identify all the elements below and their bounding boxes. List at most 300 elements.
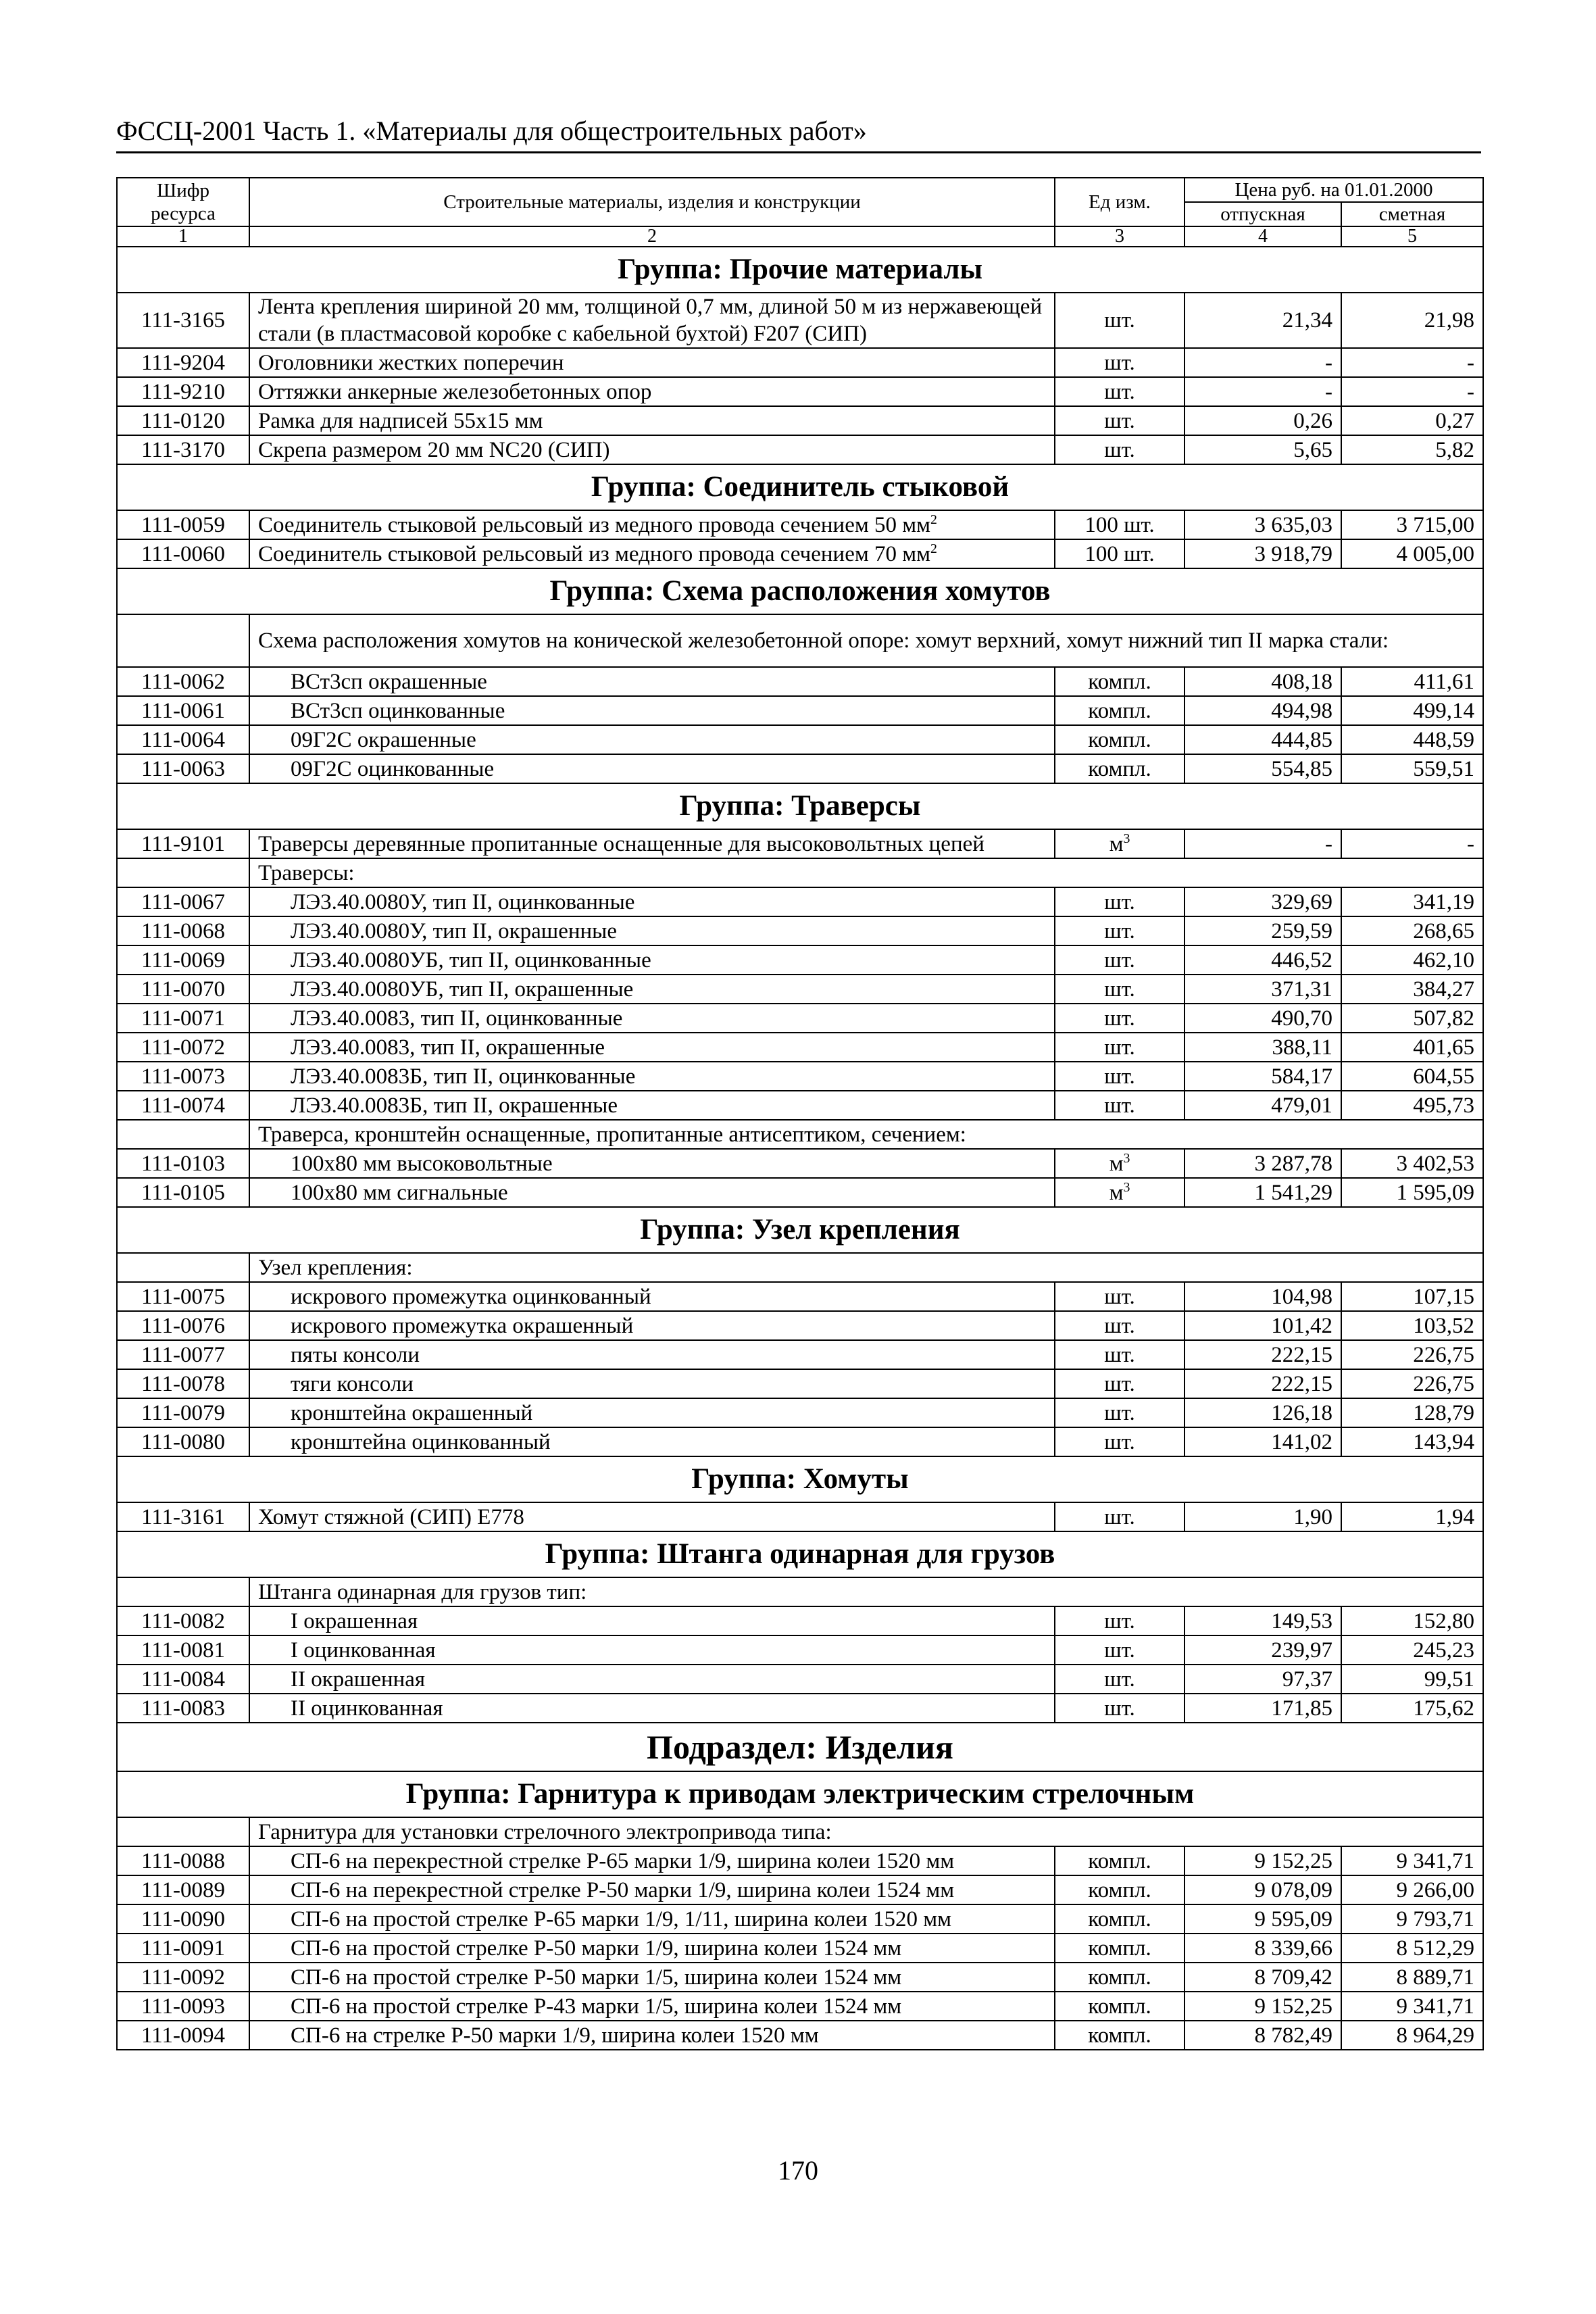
material-name-text: искрового промежутка окрашенный (291, 1313, 634, 1338)
material-name (249, 1398, 1055, 1427)
unit-of-measure (1055, 1091, 1184, 1120)
table-row (117, 406, 1483, 435)
material-name-text: СП-6 на простой стрелке Р-43 марки 1/5, ширина колеи 1524 мм (291, 1994, 902, 2019)
material-name-text: ЛЭ3.40.0080У, тип II, окрашенные (291, 918, 617, 943)
estimate-price: 175,62 (1341, 1694, 1483, 1723)
release-price: 3 635,03 (1184, 510, 1341, 539)
release-price: - (1184, 377, 1341, 406)
release-price: 329,69 (1184, 887, 1341, 916)
release-price: 97,37 (1184, 1665, 1341, 1694)
table-row (117, 945, 1483, 975)
superscript: 3 (1123, 1179, 1130, 1195)
release-price: 9 152,25 (1184, 1992, 1341, 2021)
group-header-row (117, 1771, 1483, 1817)
table-row (117, 1502, 1483, 1531)
unit-of-measure (1055, 754, 1184, 783)
release-price: 490,70 (1184, 1004, 1341, 1033)
unit-of-measure (1055, 406, 1184, 435)
resource-code: 111-0079 (117, 1398, 249, 1427)
material-name (249, 829, 1055, 858)
table-row (117, 1934, 1483, 1963)
resource-code: 111-0062 (117, 667, 249, 696)
release-price: 3 918,79 (1184, 539, 1341, 568)
estimate-price: 226,75 (1341, 1340, 1483, 1369)
estimate-price: 341,19 (1341, 887, 1483, 916)
unit-of-measure (1055, 435, 1184, 464)
estimate-price: 103,52 (1341, 1311, 1483, 1340)
group-header-row (117, 1207, 1483, 1253)
release-price: 222,15 (1184, 1369, 1341, 1398)
material-name (249, 2021, 1055, 2050)
estimate-price: 9 266,00 (1341, 1875, 1483, 1904)
material-name (249, 945, 1055, 975)
material-name (249, 539, 1055, 568)
unit-of-measure (1055, 1992, 1184, 2021)
table-row (117, 1992, 1483, 2021)
col-header-code: Шифр ресурса (117, 178, 249, 226)
unit-text: шт. (1104, 1504, 1135, 1529)
unit-text: шт. (1104, 977, 1135, 1002)
material-name-text: 09Г2С оцинкованные (291, 756, 495, 781)
unit-of-measure (1055, 1904, 1184, 1934)
material-name (249, 1992, 1055, 2021)
estimate-price: 462,10 (1341, 945, 1483, 975)
release-price: 388,11 (1184, 1033, 1341, 1062)
release-price: 141,02 (1184, 1427, 1341, 1456)
unit-of-measure (1055, 1282, 1184, 1311)
material-name (249, 406, 1055, 435)
material-name-text: СП-6 на простой стрелке Р-50 марки 1/5, ширина колеи 1524 мм (291, 1965, 902, 1990)
estimate-price: 128,79 (1341, 1398, 1483, 1427)
resource-code: 111-9204 (117, 348, 249, 377)
description-row (117, 1577, 1483, 1606)
unit-text: шт. (1104, 1429, 1135, 1454)
description-row (117, 1253, 1483, 1282)
release-price: 1 541,29 (1184, 1178, 1341, 1207)
material-name (249, 975, 1055, 1004)
unit-of-measure (1055, 1427, 1184, 1456)
table-row (117, 539, 1483, 568)
table-row (117, 1062, 1483, 1091)
table-row (117, 293, 1483, 348)
resource-code: 111-0070 (117, 975, 249, 1004)
group-header-row (117, 247, 1483, 293)
resource-code: 111-3170 (117, 435, 249, 464)
material-name (249, 916, 1055, 945)
material-name (249, 377, 1055, 406)
unit-text: м (1109, 831, 1124, 856)
release-price: 8 782,49 (1184, 2021, 1341, 2050)
unit-of-measure (1055, 1934, 1184, 1963)
description-text: Гарнитура для установки стрелочного электропривода типа: (249, 1817, 1483, 1846)
unit-of-measure (1055, 1004, 1184, 1033)
unit-text: шт. (1104, 1371, 1135, 1396)
material-name-text: 09Г2С окрашенные (291, 727, 476, 752)
description-text: Штанга одинарная для грузов тип: (249, 1577, 1483, 1606)
material-name (249, 1004, 1055, 1033)
material-name-text: II оцинкованная (291, 1696, 443, 1721)
material-name-text: ЛЭ3.40.0080УБ, тип II, оцинкованные (291, 947, 651, 973)
resource-code: 111-3161 (117, 1502, 249, 1531)
col-number: 3 (1055, 226, 1184, 247)
material-name (249, 887, 1055, 916)
material-name-text: 100x80 мм сигнальные (291, 1180, 508, 1205)
unit-text: шт. (1104, 1093, 1135, 1118)
resource-code: 111-0075 (117, 1282, 249, 1311)
description-row (117, 1120, 1483, 1149)
unit-text: компл. (1088, 1965, 1151, 1990)
page-number: 170 (778, 2155, 818, 2186)
table-row (117, 1875, 1483, 1904)
col-header-estimate-price: сметная (1341, 202, 1483, 226)
unit-of-measure (1055, 725, 1184, 754)
release-price: 222,15 (1184, 1340, 1341, 1369)
table-row (117, 725, 1483, 754)
resource-code: 111-0083 (117, 1694, 249, 1723)
material-name-text: СП-6 на перекрестной стрелке Р-50 марки 1/9, ширина колеи 1524 мм (291, 1877, 955, 1902)
estimate-price: 4 005,00 (1341, 539, 1483, 568)
table-row (117, 1149, 1483, 1178)
material-name-text: искрового промежутка оцинкованный (291, 1284, 651, 1309)
material-name (249, 1635, 1055, 1665)
estimate-price: 99,51 (1341, 1665, 1483, 1694)
unit-of-measure (1055, 1963, 1184, 1992)
material-name (249, 1427, 1055, 1456)
estimate-price: 507,82 (1341, 1004, 1483, 1033)
resource-code: 111-0077 (117, 1340, 249, 1369)
resource-code: 111-0094 (117, 2021, 249, 2050)
table-row (117, 667, 1483, 696)
material-name-text: ЛЭ3.40.0080УБ, тип II, окрашенные (291, 977, 634, 1002)
resource-code: 111-0074 (117, 1091, 249, 1120)
unit-of-measure (1055, 667, 1184, 696)
unit-of-measure (1055, 696, 1184, 725)
unit-text: шт. (1104, 437, 1135, 462)
unit-text: компл. (1088, 1848, 1151, 1873)
estimate-price: 107,15 (1341, 1282, 1483, 1311)
table-row (117, 1427, 1483, 1456)
unit-text: шт. (1104, 408, 1135, 433)
estimate-price: 9 793,71 (1341, 1904, 1483, 1934)
material-name (249, 1694, 1055, 1723)
material-name-text: Оттяжки анкерные железобетонных опор (258, 379, 652, 404)
table-row (117, 1665, 1483, 1694)
resource-code: 111-0091 (117, 1934, 249, 1963)
release-price: 479,01 (1184, 1091, 1341, 1120)
page-header: ФССЦ-2001 Часть 1. «Материалы для общестроительных работ» (116, 115, 1481, 153)
table-row (117, 1606, 1483, 1635)
material-name (249, 1606, 1055, 1635)
table-row (117, 829, 1483, 858)
estimate-price: - (1341, 348, 1483, 377)
material-name-text: СП-6 на перекрестной стрелке Р-65 марки 1/9, ширина колеи 1520 мм (291, 1848, 955, 1873)
table-row (117, 696, 1483, 725)
col-header-name: Строительные материалы, изделия и конструкции (249, 178, 1055, 226)
table-row (117, 377, 1483, 406)
unit-text: шт. (1104, 1064, 1135, 1089)
unit-text: компл. (1088, 727, 1151, 752)
release-price: 9 078,09 (1184, 1875, 1341, 1904)
resource-code: 111-0084 (117, 1665, 249, 1694)
release-price: 171,85 (1184, 1694, 1341, 1723)
group-header-row (117, 568, 1483, 614)
release-price: 126,18 (1184, 1398, 1341, 1427)
estimate-price: 226,75 (1341, 1369, 1483, 1398)
estimate-price: 1 595,09 (1341, 1178, 1483, 1207)
material-name-text: ВСт3сп окрашенные (291, 669, 487, 694)
resource-code: 111-0092 (117, 1963, 249, 1992)
material-name-text: кронштейна окрашенный (291, 1400, 533, 1425)
group-title: Группа: Прочие материалы (117, 247, 1483, 293)
col-number: 4 (1184, 226, 1341, 247)
table-row (117, 1091, 1483, 1120)
unit-text: компл. (1088, 698, 1151, 723)
material-name (249, 1340, 1055, 1369)
empty-code-cell (117, 614, 249, 667)
estimate-price: 411,61 (1341, 667, 1483, 696)
unit-of-measure (1055, 1178, 1184, 1207)
release-price: 444,85 (1184, 725, 1341, 754)
estimate-price: - (1341, 829, 1483, 858)
estimate-price: 268,65 (1341, 916, 1483, 945)
unit-of-measure (1055, 1033, 1184, 1062)
resource-code: 111-0064 (117, 725, 249, 754)
unit-text: м (1109, 1151, 1124, 1176)
material-name-text: Лента крепления шириной 20 мм, толщиной 0,7 мм, длиной 50 м из нержавеющей стали (в пластмасовой коробке с кабельной бухтой) F207 (СИП) (258, 295, 1043, 346)
resource-code: 111-0080 (117, 1427, 249, 1456)
release-price: 371,31 (1184, 975, 1341, 1004)
release-price: 584,17 (1184, 1062, 1341, 1091)
empty-code-cell (117, 1577, 249, 1606)
material-name-text: пяты консоли (291, 1342, 420, 1367)
unit-text: компл. (1088, 756, 1151, 781)
resource-code: 111-9210 (117, 377, 249, 406)
estimate-price: 9 341,71 (1341, 1992, 1483, 2021)
material-name-text: II окрашенная (291, 1667, 426, 1692)
release-price: 9 595,09 (1184, 1904, 1341, 1934)
release-price: 259,59 (1184, 916, 1341, 945)
unit-text: компл. (1088, 1994, 1151, 2019)
table-row (117, 1963, 1483, 1992)
material-name (249, 1369, 1055, 1398)
release-price: 9 152,25 (1184, 1846, 1341, 1875)
material-name-text: кронштейна оцинкованный (291, 1429, 551, 1454)
material-name (249, 1062, 1055, 1091)
group-title: Группа: Траверсы (117, 783, 1483, 829)
unit-of-measure (1055, 1846, 1184, 1875)
resource-code: 111-0093 (117, 1992, 249, 2021)
material-name (249, 1904, 1055, 1934)
estimate-price: 5,82 (1341, 435, 1483, 464)
release-price: - (1184, 829, 1341, 858)
release-price: 5,65 (1184, 435, 1341, 464)
unit-of-measure (1055, 1665, 1184, 1694)
empty-code-cell (117, 1817, 249, 1846)
resource-code: 111-0068 (117, 916, 249, 945)
material-name-text: ЛЭ3.40.0080У, тип II, оцинкованные (291, 889, 635, 914)
table-row (117, 1004, 1483, 1033)
resource-code: 111-0061 (117, 696, 249, 725)
group-header-row (117, 1456, 1483, 1502)
estimate-price: 559,51 (1341, 754, 1483, 783)
material-name-text: ЛЭ3.40.0083, тип II, окрашенные (291, 1035, 605, 1060)
release-price: 1,90 (1184, 1502, 1341, 1531)
resource-code: 111-0067 (117, 887, 249, 916)
release-price: 149,53 (1184, 1606, 1341, 1635)
group-title: Группа: Хомуты (117, 1456, 1483, 1502)
resource-code: 111-0071 (117, 1004, 249, 1033)
superscript: 3 (1123, 1150, 1130, 1166)
unit-of-measure (1055, 1875, 1184, 1904)
estimate-price: 495,73 (1341, 1091, 1483, 1120)
unit-text: шт. (1104, 1400, 1135, 1425)
unit-of-measure (1055, 916, 1184, 945)
table-row (117, 1033, 1483, 1062)
material-name (249, 1934, 1055, 1963)
resource-code: 111-0120 (117, 406, 249, 435)
unit-text: шт. (1104, 1608, 1135, 1633)
empty-code-cell (117, 1253, 249, 1282)
unit-text: шт. (1104, 308, 1135, 333)
resource-code: 111-0078 (117, 1369, 249, 1398)
estimate-price: - (1341, 377, 1483, 406)
release-price: 101,42 (1184, 1311, 1341, 1340)
group-title: Группа: Гарнитура к приводам электрическим стрелочным (117, 1771, 1483, 1817)
material-name-text: ВСт3сп оцинкованные (291, 698, 505, 723)
table-body (117, 247, 1483, 2050)
unit-text: шт. (1104, 1313, 1135, 1338)
unit-text: шт. (1104, 379, 1135, 404)
col-number: 2 (249, 226, 1055, 247)
unit-text: шт. (1104, 947, 1135, 973)
table-row (117, 1282, 1483, 1311)
estimate-price: 448,59 (1341, 725, 1483, 754)
release-price: 21,34 (1184, 293, 1341, 348)
estimate-price: 604,55 (1341, 1062, 1483, 1091)
price-table (116, 177, 1484, 2050)
release-price: 446,52 (1184, 945, 1341, 975)
resource-code: 111-9101 (117, 829, 249, 858)
table-row (117, 887, 1483, 916)
subsection-header-row (117, 1723, 1483, 1771)
release-price: 3 287,78 (1184, 1149, 1341, 1178)
unit-of-measure (1055, 510, 1184, 539)
group-title: Группа: Схема расположения хомутов (117, 568, 1483, 614)
table-row (117, 1178, 1483, 1207)
material-name (249, 725, 1055, 754)
description-row (117, 614, 1483, 667)
resource-code: 111-0059 (117, 510, 249, 539)
description-text: Узел крепления: (249, 1253, 1483, 1282)
unit-of-measure (1055, 1694, 1184, 1723)
unit-text: компл. (1088, 2023, 1151, 2048)
material-name (249, 1963, 1055, 1992)
release-price: 239,97 (1184, 1635, 1341, 1665)
material-name-text: Скрепа размером 20 мм NC20 (СИП) (258, 437, 610, 462)
material-name (249, 1178, 1055, 1207)
material-name-text: I окрашенная (291, 1608, 418, 1633)
material-name-text: СП-6 на простой стрелке Р-65 марки 1/9, 1/11, ширина колеи 1520 мм (291, 1906, 952, 1931)
subsection-title: Подраздел: Изделия (117, 1723, 1483, 1771)
material-name (249, 1282, 1055, 1311)
estimate-price: 152,80 (1341, 1606, 1483, 1635)
description-text: Траверса, кронштейн оснащенные, пропитанные антисептиком, сечением: (249, 1120, 1483, 1149)
unit-text: шт. (1104, 889, 1135, 914)
estimate-price: 8 889,71 (1341, 1963, 1483, 1992)
material-name (249, 435, 1055, 464)
unit-text: компл. (1088, 1877, 1151, 1902)
release-price: 408,18 (1184, 667, 1341, 696)
resource-code: 111-0089 (117, 1875, 249, 1904)
resource-code: 111-0069 (117, 945, 249, 975)
release-price: 494,98 (1184, 696, 1341, 725)
description-row (117, 858, 1483, 887)
unit-of-measure (1055, 1635, 1184, 1665)
unit-text: 100 шт. (1084, 512, 1155, 537)
table-row (117, 510, 1483, 539)
description-text: Траверсы: (249, 858, 1483, 887)
material-name (249, 1033, 1055, 1062)
unit-of-measure (1055, 1398, 1184, 1427)
material-name-text: Хомут стяжной (СИП) Е778 (258, 1504, 524, 1529)
table-row (117, 1846, 1483, 1875)
material-name-text: 100x80 мм высоковольтные (291, 1151, 553, 1176)
estimate-price: 245,23 (1341, 1635, 1483, 1665)
table-row (117, 1311, 1483, 1340)
unit-of-measure (1055, 377, 1184, 406)
release-price: 8 709,42 (1184, 1963, 1341, 1992)
estimate-price: 3 402,53 (1341, 1149, 1483, 1178)
description-text: Схема расположения хомутов на конической железобетонной опоре: хомут верхний, хомут нижний тип II марка стали: (249, 614, 1483, 667)
unit-text: шт. (1104, 1667, 1135, 1692)
material-name (249, 293, 1055, 348)
unit-of-measure (1055, 1369, 1184, 1398)
material-name-text: I оцинкованная (291, 1638, 436, 1663)
material-name-text: Рамка для надписей 55x15 мм (258, 408, 543, 433)
unit-text: шт. (1104, 1342, 1135, 1367)
superscript: 2 (930, 541, 937, 556)
table-row (117, 1635, 1483, 1665)
release-price: 0,26 (1184, 406, 1341, 435)
material-name (249, 667, 1055, 696)
description-row (117, 1817, 1483, 1846)
table-row (117, 1340, 1483, 1369)
material-name-text: Соединитель стыковой рельсовый из медного провода сечением 50 мм (258, 512, 931, 537)
table-row (117, 754, 1483, 783)
group-header-row (117, 1531, 1483, 1577)
superscript: 3 (1123, 831, 1130, 846)
table-row (117, 975, 1483, 1004)
unit-text: шт. (1104, 1638, 1135, 1663)
unit-text: шт. (1104, 1696, 1135, 1721)
material-name-text: СП-6 на простой стрелке Р-50 марки 1/9, ширина колеи 1524 мм (291, 1936, 902, 1961)
material-name (249, 1665, 1055, 1694)
estimate-price: 0,27 (1341, 406, 1483, 435)
material-name-text: ЛЭ3.40.0083Б, тип II, оцинкованные (291, 1064, 636, 1089)
release-price: 554,85 (1184, 754, 1341, 783)
resource-code: 111-0076 (117, 1311, 249, 1340)
material-name (249, 754, 1055, 783)
material-name-text: ЛЭ3.40.0083Б, тип II, окрашенные (291, 1093, 618, 1118)
estimate-price: 143,94 (1341, 1427, 1483, 1456)
resource-code: 111-0081 (117, 1635, 249, 1665)
col-number: 5 (1341, 226, 1483, 247)
group-title: Группа: Соединитель стыковой (117, 464, 1483, 510)
unit-of-measure (1055, 1340, 1184, 1369)
table-row (117, 435, 1483, 464)
unit-of-measure (1055, 975, 1184, 1004)
unit-of-measure (1055, 887, 1184, 916)
